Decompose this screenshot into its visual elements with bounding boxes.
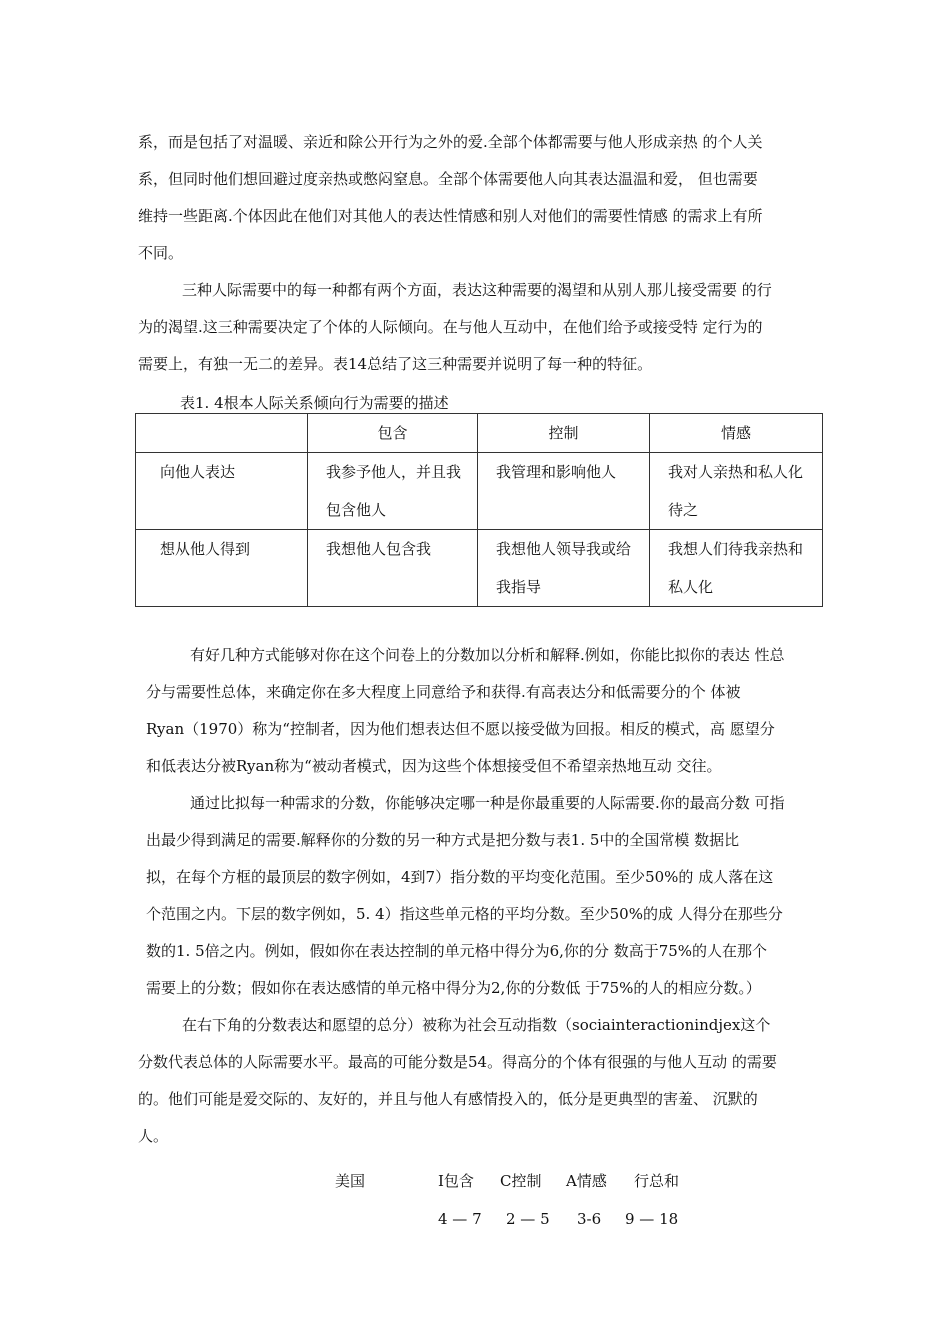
- needs-table: [135, 413, 823, 607]
- text-line: 人。: [138, 1127, 169, 1145]
- text-line: Ryan（1970）称为“控制者，因为他们想表达但不愿以接受做为回报。相反的模式，高 愿望分: [146, 720, 775, 738]
- table-row: [136, 530, 823, 607]
- table-header-cell: 情感: [650, 414, 823, 453]
- text-line: 不同。: [138, 244, 184, 262]
- paragraph-2: [138, 272, 828, 383]
- table-header-cell: 包含: [308, 414, 478, 453]
- table-cell: 我想他人包含我: [308, 530, 478, 607]
- paragraph-3: [146, 637, 836, 785]
- paragraph-4: [146, 785, 836, 1007]
- text-line: 和低表达分被Ryan称为“被动者模式，因为这些个体想接受但不希望亲热地互动 交往。: [146, 757, 722, 775]
- text-line: 需要上的分数；假如你在表达感情的单元格中得分为2,你的分数低 于75%的人的相应分数。）: [146, 979, 761, 997]
- scores-value: 4 — 7: [438, 1210, 482, 1228]
- table-row-label: 想从他人得到: [136, 530, 308, 607]
- scores-value: 2 — 5: [506, 1210, 550, 1228]
- scores-block: [0, 1168, 950, 1234]
- text-line: 需要上，有独一无二的差异。表14总结了这三种需要并说明了每一种的特征。: [138, 355, 653, 373]
- scores-header: I包含: [438, 1172, 474, 1190]
- table-header-row: [136, 414, 823, 453]
- scores-header: A情感: [566, 1172, 607, 1190]
- scores-value: 9 — 18: [625, 1210, 679, 1228]
- text-line: 拟，在每个方框的最顶层的数字例如，4到7）指分数的平均变化范围。至少50%的 成人落在这: [146, 868, 774, 886]
- table-header-cell: 控制: [478, 414, 650, 453]
- text-line: 数的1. 5倍之内。例如，假如你在表达控制的单元格中得分为6,你的分 数高于75%的人在那个: [146, 942, 768, 960]
- table-row: [136, 453, 823, 530]
- scores-header: 行总和: [634, 1172, 680, 1190]
- text-line: 系，但同时他们想回避过度亲热或憋闷窒息。全部个体需要他人向其表达温温和爱， 但也需要: [138, 170, 758, 188]
- text-line: 通过比拟每一种需求的分数，你能够决定哪一种是你最重要的人际需要.你的最高分数 可指: [190, 794, 785, 812]
- text-line: 分数代表总体的人际需要水平。最高的可能分数是54。得高分的个体有很强的与他人互动 的需要: [138, 1053, 777, 1071]
- scores-value: 3-6: [577, 1210, 602, 1228]
- scores-label: 美国: [335, 1172, 366, 1190]
- table-caption: 表1. 4根本人际关系倾向行为需要的描述: [180, 394, 449, 412]
- text-line: 分与需要性总体，来确定你在多大程度上同意给予和获得.有高表达分和低需要分的个 体被: [146, 683, 741, 701]
- table-row-label: 向他人表达: [136, 453, 308, 530]
- table-cell: 我参予他人，并且我包含他人: [308, 453, 478, 530]
- text-line: 个范围之内。下层的数字例如，5. 4）指这些单元格的平均分数。至少50%的成 人得分在那些分: [146, 905, 783, 923]
- text-line: 为的渴望.这三种需要决定了个体的人际倾向。在与他人互动中，在他们给予或接受特 定行为的: [138, 318, 763, 336]
- paragraph-5: [138, 1007, 828, 1155]
- table-cell: 我想人们待我亲热和私人化: [650, 530, 823, 607]
- text-line: 的。他们可能是爱交际的、友好的，并且与他人有感情投入的，低分是更典型的害羞、 沉默的: [138, 1090, 758, 1108]
- table-header-cell: [136, 414, 308, 453]
- table-cell: 我想他人领导我或给我指导: [478, 530, 650, 607]
- text-line: 系，而是包括了对温暖、亲近和除公开行为之外的爱.全部个体都需要与他人形成亲热 的个人关: [138, 133, 763, 151]
- text-line: 在右下角的分数表达和愿望的总分）被称为社会互动指数（sociainteractionindjex这个: [182, 1016, 771, 1034]
- text-line: 三种人际需要中的每一种都有两个方面，表达这种需要的渴望和从别人那儿接受需要 的行: [182, 281, 772, 299]
- table-cell: 我对人亲热和私人化待之: [650, 453, 823, 530]
- paragraph-1: [138, 124, 828, 272]
- text-line: 有好几种方式能够对你在这个问卷上的分数加以分析和解释.例如，你能比拟你的表达 性总: [190, 646, 785, 664]
- table-cell: 我管理和影响他人: [478, 453, 650, 530]
- text-line: 出最少得到满足的需要.解释你的分数的另一种方式是把分数与表1. 5中的全国常模 数据比: [146, 831, 740, 849]
- scores-header: C控制: [500, 1172, 542, 1190]
- text-line: 维持一些距离.个体因此在他们对其他人的表达性情感和别人对他们的需要性情感 的需求上有所: [138, 207, 763, 225]
